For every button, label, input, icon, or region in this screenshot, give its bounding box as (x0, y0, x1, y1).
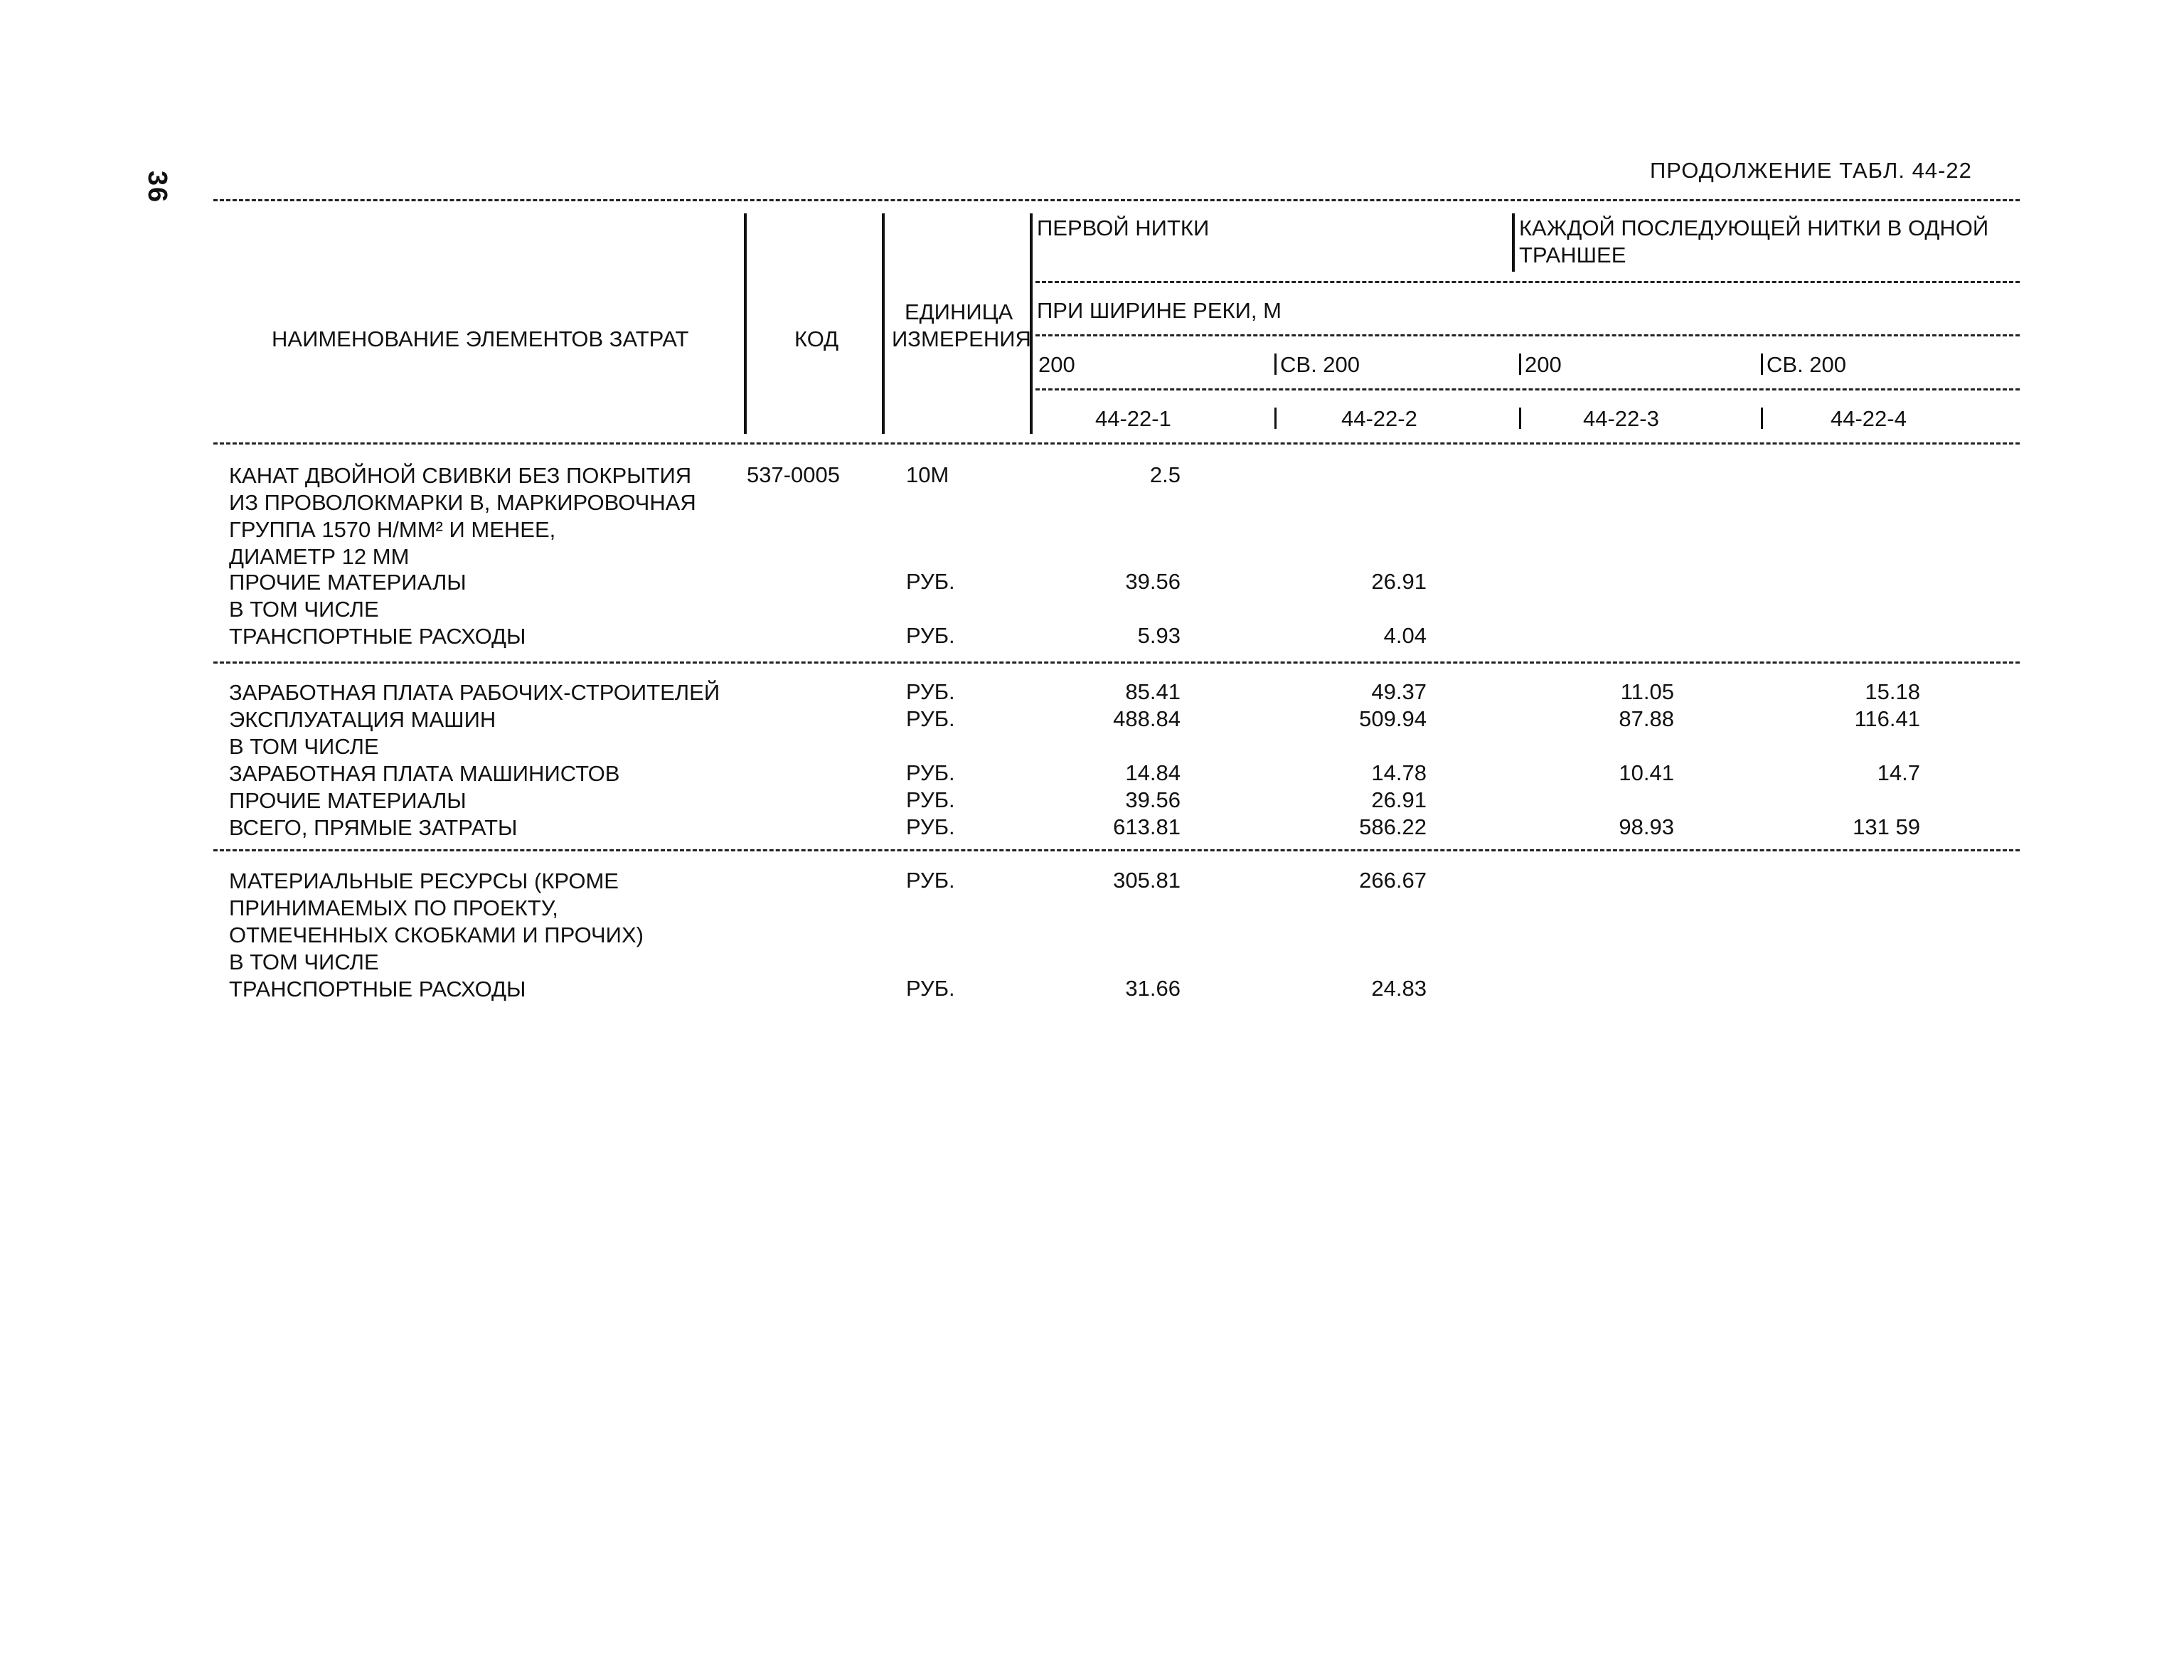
row-unit: 10М (906, 462, 949, 487)
header-unit-col-1: ЕДИНИЦА (905, 299, 1013, 324)
header-first-thread: ПЕРВОЙ НИТКИ (1037, 216, 1210, 240)
row-value-2: 24.83 (1371, 976, 1427, 1001)
row-code: 537-0005 (747, 462, 841, 487)
row-value-1: 5.93 (1137, 623, 1181, 648)
row-name: ВСЕГО, ПРЯМЫЕ ЗАТРАТЫ (229, 815, 518, 840)
row-value-2: 509.94 (1359, 706, 1427, 731)
row-name: ТРАНСПОРТНЫЕ РАСХОДЫ (229, 977, 526, 1001)
header-each-thread-2: ТРАНШЕЕ (1519, 243, 1626, 267)
row-value-2: 266.67 (1359, 868, 1427, 893)
header-name-col: НАИМЕНОВАНИЕ ЭЛЕМЕНТОВ ЗАТРАТ (272, 326, 689, 351)
row-unit: РУБ. (906, 814, 955, 839)
row-name: ТРАНСПОРТНЫЕ РАСХОДЫ (229, 624, 526, 649)
header-code-2: 44-22-2 (1341, 406, 1417, 431)
row-unit: РУБ. (906, 868, 955, 893)
width-divider-4 (1761, 353, 1763, 375)
row-value-2: 26.91 (1371, 787, 1427, 812)
row-value-1: 39.56 (1125, 569, 1181, 594)
row-unit: РУБ. (906, 760, 955, 785)
header-river-width: ПРИ ШИРИНЕ РЕКИ, М (1037, 298, 1282, 323)
row-value-1: 613.81 (1113, 814, 1181, 839)
row-value-1: 2.5 (1149, 462, 1181, 487)
header-code-col: КОД (794, 326, 839, 351)
row-name: ЗАРАБОТНАЯ ПЛАТА РАБОЧИХ-СТРОИТЕЛЕЙ (229, 680, 720, 705)
header-each-thread-1: КАЖДОЙ ПОСЛЕДУЮЩЕЙ НИТКИ В ОДНОЙ (1519, 216, 1989, 240)
row-unit: РУБ. (906, 976, 955, 1001)
header-rule-3 (1035, 388, 2020, 390)
row-value-3: 10.41 (1619, 760, 1674, 785)
header-top-rule (213, 199, 2020, 201)
header-rule-1 (1035, 281, 2020, 283)
row-value-1: 85.41 (1125, 679, 1181, 704)
row-value-4: 14.7 (1877, 760, 1920, 785)
width-divider-3 (1519, 353, 1521, 375)
row-value-2: 586.22 (1359, 814, 1427, 839)
section-rule-2 (213, 849, 2020, 851)
row-unit: РУБ. (906, 787, 955, 812)
header-code-4: 44-22-4 (1831, 406, 1907, 431)
row-value-2: 49.37 (1371, 679, 1427, 704)
row-value-4: 131 59 (1853, 814, 1920, 839)
row-name: В ТОМ ЧИСЛЕ (229, 734, 379, 759)
row-name: ЗАРАБОТНАЯ ПЛАТА МАШИНИСТОВ (229, 761, 620, 786)
code-divider-2 (1274, 408, 1277, 429)
row-value-3: 98.93 (1619, 814, 1674, 839)
header-code-1: 44-22-1 (1095, 406, 1171, 431)
row-value-1: 31.66 (1125, 976, 1181, 1001)
table-continuation-title: ПРОДОЛЖЕНИЕ ТАБЛ. 44-22 (1650, 158, 1972, 183)
header-width-4: СВ. 200 (1767, 352, 1847, 377)
row-value-1: 14.84 (1125, 760, 1181, 785)
row-unit: РУБ. (906, 623, 955, 648)
row-value-4: 15.18 (1865, 679, 1920, 704)
page-number: 36 (142, 170, 173, 204)
row-name: КАНАТ ДВОЙНОЙ СВИВКИ БЕЗ ПОКРЫТИЯ ИЗ ПРОВОЛОКМАРКИ В, МАРКИРОВОЧНАЯ ГРУППА 1570 Н/ММ² И МЕНЕЕ, ДИАМЕТР 12 ММ (229, 463, 696, 569)
row-value-3: 87.88 (1619, 706, 1674, 731)
header-divider-2 (882, 213, 885, 434)
header-unit-col-2: ИЗМЕРЕНИЯ (892, 326, 1031, 351)
row-value-2: 26.91 (1371, 569, 1427, 594)
header-rule-2 (1035, 334, 2020, 336)
row-name: ПРОЧИЕ МАТЕРИАЛЫ (229, 788, 467, 813)
header-width-2: СВ. 200 (1280, 352, 1360, 377)
header-width-1: 200 (1038, 352, 1075, 377)
row-name: ЭКСПЛУАТАЦИЯ МАШИН (229, 707, 496, 732)
row-value-3: 11.05 (1620, 679, 1674, 704)
row-value-2: 14.78 (1371, 760, 1427, 785)
row-unit: РУБ. (906, 569, 955, 594)
header-divider-4 (1512, 213, 1515, 272)
row-value-1: 39.56 (1125, 787, 1181, 812)
row-value-4: 116.41 (1854, 706, 1920, 731)
section-rule-1 (213, 661, 2020, 664)
header-width-3: 200 (1525, 352, 1562, 377)
row-value-1: 305.81 (1113, 868, 1181, 893)
code-divider-3 (1519, 408, 1521, 429)
header-code-3: 44-22-3 (1583, 406, 1659, 431)
row-unit: РУБ. (906, 706, 955, 731)
header-divider-1 (744, 213, 747, 434)
row-unit: РУБ. (906, 679, 955, 704)
header-bottom-rule (213, 442, 2020, 445)
row-value-1: 488.84 (1113, 706, 1181, 731)
row-name: ПРОЧИЕ МАТЕРИАЛЫ (229, 570, 467, 595)
code-divider-4 (1761, 408, 1763, 429)
row-name: МАТЕРИАЛЬНЫЕ РЕСУРСЫ (КРОМЕ ПРИНИМАЕМЫХ ПО ПРОЕКТУ, ОТМЕЧЕННЫХ СКОБКАМИ И ПРОЧИХ) В ТОМ ЧИСЛЕ (229, 868, 644, 974)
row-name: В ТОМ ЧИСЛЕ (229, 597, 379, 622)
width-divider-2 (1274, 353, 1277, 375)
header-divider-3 (1030, 213, 1033, 434)
row-value-2: 4.04 (1383, 623, 1427, 648)
